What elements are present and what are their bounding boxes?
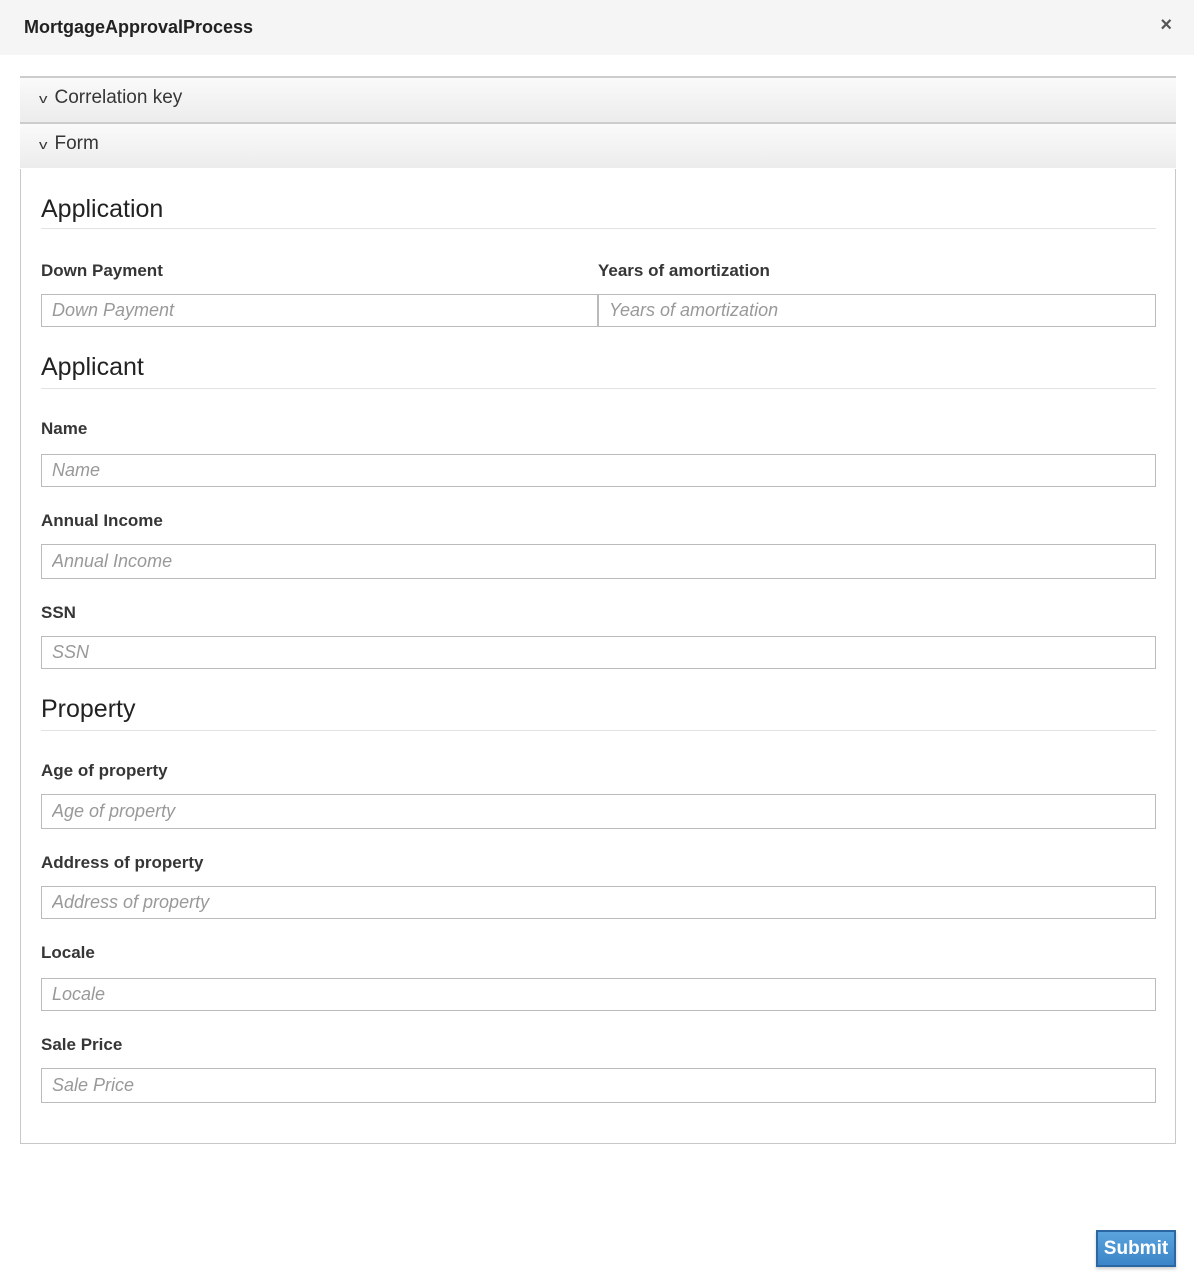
section-heading-application: Application	[41, 195, 164, 223]
form-body	[20, 169, 1176, 1144]
modal-title: MortgageApprovalProcess	[24, 17, 254, 37]
years-amortization-input[interactable]	[598, 294, 1156, 327]
down-payment-label: Down Payment	[41, 261, 163, 280]
name-input[interactable]	[41, 454, 1156, 487]
annual-income-label: Annual Income	[41, 511, 163, 530]
divider	[41, 730, 1156, 731]
accordion-correlation-key[interactable]	[20, 76, 1176, 122]
accordion-label: Form	[54, 133, 99, 154]
locale-label: Locale	[41, 943, 95, 962]
modal-header	[0, 0, 1194, 55]
section-heading-property: Property	[41, 695, 136, 723]
annual-income-input[interactable]	[41, 544, 1156, 579]
sale-price-label: Sale Price	[41, 1035, 123, 1054]
address-label: Address of property	[41, 853, 204, 872]
close-icon[interactable]: ×	[1160, 14, 1172, 36]
divider	[41, 228, 1156, 229]
ssn-input[interactable]	[41, 636, 1156, 669]
chevron-down-icon: v	[39, 91, 48, 106]
age-input[interactable]	[41, 794, 1156, 829]
submit-button[interactable]: Submit	[1096, 1230, 1176, 1267]
age-label: Age of property	[41, 761, 168, 780]
years-amortization-label: Years of amortization	[598, 261, 770, 280]
accordion-label: Correlation key	[54, 87, 183, 108]
chevron-down-icon: v	[39, 137, 48, 152]
locale-input[interactable]	[41, 978, 1156, 1011]
down-payment-input[interactable]	[41, 294, 598, 327]
divider	[41, 388, 1156, 389]
sale-price-input[interactable]	[41, 1068, 1156, 1103]
address-input[interactable]	[41, 886, 1156, 919]
name-label: Name	[41, 419, 88, 438]
section-heading-applicant: Applicant	[41, 353, 144, 381]
accordion-form[interactable]	[20, 122, 1176, 168]
ssn-label: SSN	[41, 603, 76, 622]
